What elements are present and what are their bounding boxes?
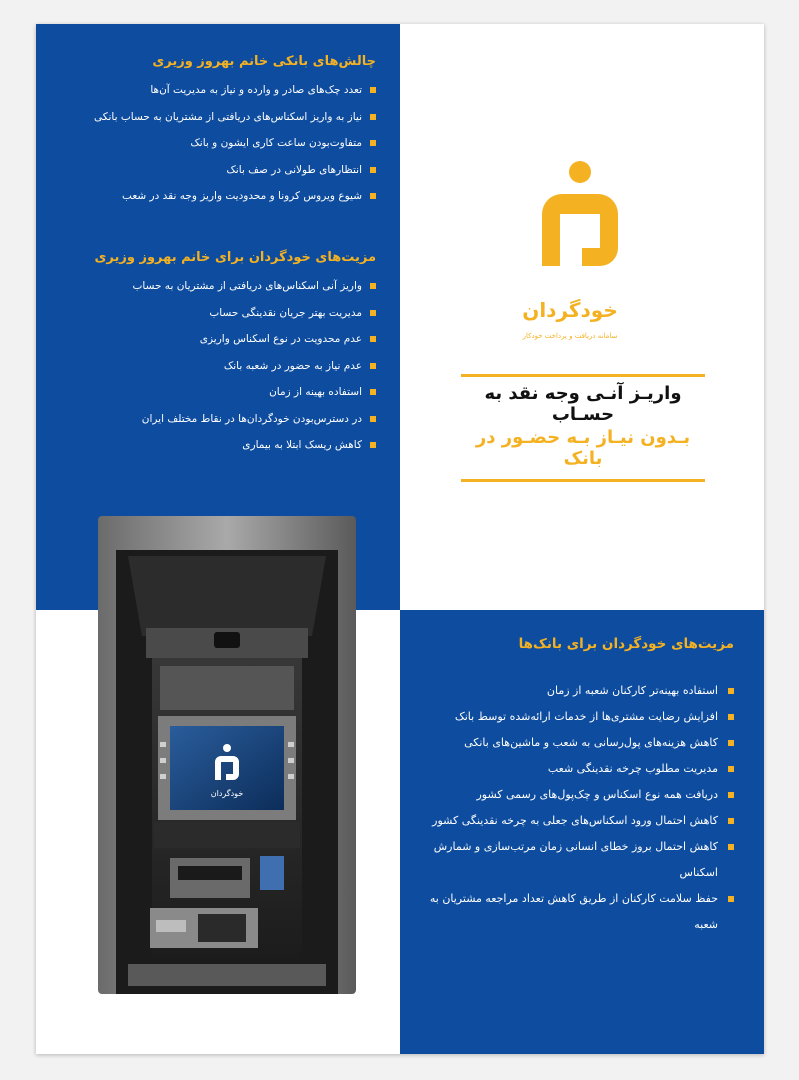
bank-benefits-title: مزیت‌های خودگردان برای بانک‌ها [518, 636, 734, 652]
list-item: افزایش رضایت مشتری‌ها از خدمات ارائه‌شده توسط بانک [414, 704, 734, 730]
customer-benefits-list [46, 273, 376, 459]
list-item: نیاز به واریز اسکناس‌های دریافتی از مشتریان به حساب بانکی [46, 104, 376, 131]
list-item: عدم نیاز به حضور در شعبه بانک [46, 353, 376, 380]
list-item: کاهش احتمال بروز خطای انسانی زمان مرتب‌سازی و شمارش اسکناس [414, 834, 734, 886]
customer-benefits-title: مزیت‌های خودگردان برای خانم بهروز وزیری [94, 250, 376, 265]
bank-benefits-section [414, 636, 734, 938]
slogan-line-2: بـدون نیـاز بـه حضـور در بانک [475, 427, 691, 469]
slogan-bottom-rule [461, 479, 705, 482]
list-item: کاهش هزینه‌های پول‌رسانی به شعب و ماشین‌های بانکی [414, 730, 734, 756]
list-item: مدیریت بهتر جریان نقدینگی حساب [46, 300, 376, 327]
list-item: کاهش احتمال ورود اسکناس‌های جعلی به چرخه نقدینگی کشور [414, 808, 734, 834]
list-item: دریافت همه نوع اسکناس و چک‌پول‌های رسمی کشور [414, 782, 734, 808]
list-item: مدیریت مطلوب چرخه نقدینگی شعب [414, 756, 734, 782]
list-item: شیوع ویروس کرونا و محدودیت واریز وجه نقد در شعب [46, 183, 376, 210]
slogan-block [461, 374, 705, 482]
list-item: در دسترس‌بودن خودگردان‌ها در نقاط مختلف ایران [46, 406, 376, 433]
list-item: تعدد چک‌های صادر و وارده و نیاز به مدیریت آن‌ها [46, 77, 376, 104]
khodgardan-logo-icon [530, 156, 630, 286]
slogan-top-rule [461, 374, 705, 377]
list-item: متفاوت‌بودن ساعت کاری ایشون و بانک [46, 130, 376, 157]
brand-tagline: سامانه دریافت و پرداخت خودکار [522, 332, 618, 340]
atm-screen-brand: خودگردان [210, 789, 244, 798]
list-item: کاهش ریسک ابتلا به بیماری [46, 432, 376, 459]
customer-benefits-section [46, 250, 376, 459]
bank-benefits-list [414, 678, 734, 938]
slogan-line-1: واریـز آنـی وجه نقد به حسـاب [484, 383, 682, 425]
atm-machine-illustration [98, 516, 356, 994]
brochure-page [36, 24, 764, 1054]
challenges-list [46, 77, 376, 210]
challenges-title: چالش‌های بانکی خانم بهروز وزیری [152, 54, 376, 69]
list-item: واریز آنی اسکناس‌های دریافتی از مشتریان به حساب [46, 273, 376, 300]
list-item: حفظ سلامت کارکنان از طریق کاهش تعداد مراجعه مشتریان به شعبه [414, 886, 734, 938]
list-item: استفاده بهینه‌تر کارکنان شعبه از زمان [414, 678, 734, 704]
challenges-section [46, 54, 376, 210]
list-item: انتظارهای طولانی در صف بانک [46, 157, 376, 184]
list-item: عدم محدویت در نوع اسکناس واریزی [46, 326, 376, 353]
brand-name: خودگردان [522, 298, 618, 322]
list-item: استفاده بهینه از زمان [46, 379, 376, 406]
